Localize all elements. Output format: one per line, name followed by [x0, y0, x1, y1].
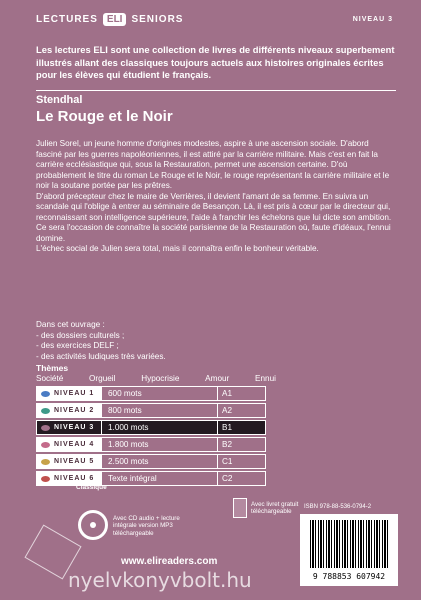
series-intro: Les lectures ELI sont une collection de livres de différents niveaux superbement illustrés allant des classiques toujours actuels aux histoires originales écrites pour les élèves qui étudient le français. — [36, 44, 395, 80]
level-words: 1.000 mots — [108, 423, 149, 432]
brand-right: SENIORS — [131, 14, 184, 25]
barcode-bars — [310, 520, 390, 568]
theme-item: Société — [36, 374, 64, 383]
summary-paragraph: D'abord précepteur chez le maire de Verrières, il devient l'amant de sa femme. En suivra un scandale qui l'oblige à entrer au séminaire de Besançon. Là, il est pris à cœur par le directeur qui, reconnaissant son intelligence supérieure, l'aide à franchir les échelons que lui dicte son ambition. Ce sera l'occasion de connaître la société parisienne de la Restauration où, faute d'idéaux, l'ennui domine. — [36, 191, 392, 243]
summary-paragraph: L'échec social de Julien sera total, mais il connaîtra enfin le bonheur véritable. — [36, 244, 319, 253]
level-name-text: NIVEAU 1 — [54, 390, 95, 397]
themes-heading: Thèmes — [36, 363, 69, 373]
level-name-text: NIVEAU 5 — [54, 458, 95, 465]
level-name-text: NIVEAU 2 — [54, 407, 95, 414]
level-cefr: C2 — [217, 472, 265, 485]
themes-list — [36, 374, 276, 383]
level-name-text: NIVEAU 3 — [54, 424, 95, 431]
level-row — [36, 454, 266, 469]
barcode-number: 9 788853 607942 — [312, 572, 386, 581]
contents-item: - des exercices DELF ; — [36, 341, 119, 350]
level-name — [37, 387, 102, 400]
level-name — [37, 421, 102, 434]
level-words: 800 mots — [108, 406, 142, 415]
contents-item: - des dossiers culturels ; — [36, 330, 125, 340]
divider — [36, 90, 396, 91]
level-words: 2.500 mots — [108, 457, 149, 466]
level-cefr: A2 — [217, 404, 265, 417]
livret-info: Avec livret gratuit téléchargeable — [251, 501, 299, 516]
theme-item: Hypocrisie — [141, 374, 180, 383]
level-table — [36, 386, 266, 488]
level-label: NIVEAU 3 — [352, 16, 393, 23]
book-title: Le Rouge et le Noir — [36, 108, 173, 125]
level-color-dot-icon — [41, 476, 50, 482]
theme-item: Ennui — [255, 374, 276, 383]
level-color-dot-icon — [41, 425, 50, 431]
theme-item: Orgueil — [89, 374, 116, 383]
brand — [36, 13, 183, 26]
level-color-dot-icon — [41, 408, 50, 414]
level-name — [37, 455, 102, 468]
level-color-dot-icon — [41, 459, 50, 465]
level-words: Texte intégral — [108, 474, 157, 483]
level-color-dot-icon — [41, 391, 50, 397]
level-row — [36, 386, 266, 401]
level-cefr: B2 — [217, 438, 265, 451]
level-name — [37, 404, 102, 417]
level-cefr: C1 — [217, 455, 265, 468]
book-author: Stendhal — [36, 94, 83, 106]
book-contents — [36, 320, 396, 362]
website: www.elireaders.com — [121, 556, 218, 567]
contents-item: - des activités ludiques très variées. — [36, 351, 166, 361]
level-row — [36, 471, 266, 486]
brand-left: LECTURES — [36, 14, 98, 25]
barcode — [300, 514, 398, 586]
booklet-icon — [233, 498, 247, 518]
book-summary — [36, 139, 396, 255]
cd-icon — [78, 510, 108, 540]
level-row — [36, 420, 266, 435]
level-color-dot-icon — [41, 442, 50, 448]
cd-info: Avec CD audio + lecture intégrale version MP3 téléchargeable — [113, 515, 180, 537]
eli-logo: ELI — [103, 13, 127, 26]
level-row — [36, 437, 266, 452]
level-name — [37, 438, 102, 451]
level-cefr: A1 — [217, 387, 265, 400]
level-words: 600 mots — [108, 389, 142, 398]
isbn: ISBN 978-88-536-0794-2 — [304, 504, 372, 510]
watermark: nyelvkonyvbolt.hu — [68, 568, 252, 592]
summary-paragraph: Julien Sorel, un jeune homme d'origines modestes, aspire à une ascension sociale. D'abord fasciné par les guerres napoléoniennes, il est attiré par la carrière militaire. Mais c'est en fait la carrière ecclésiastique qui, sous la Restauration, permet une ascension certaine. D'où probablement le titre du roman Le Rouge et le Noir, le rouge représentant la carrière militaire et le noir la soutane portée par les prêtres. — [36, 139, 390, 190]
header — [0, 0, 421, 40]
level-name-text: NIVEAU 6 — [54, 475, 95, 482]
contents-heading: Dans cet ouvrage : — [36, 320, 105, 329]
classique-label: Classique — [76, 484, 107, 491]
level-words: 1.800 mots — [108, 440, 149, 449]
level-cefr: B1 — [217, 421, 265, 434]
level-row — [36, 403, 266, 418]
level-name-text: NIVEAU 4 — [54, 441, 95, 448]
theme-item: Amour — [205, 374, 230, 383]
